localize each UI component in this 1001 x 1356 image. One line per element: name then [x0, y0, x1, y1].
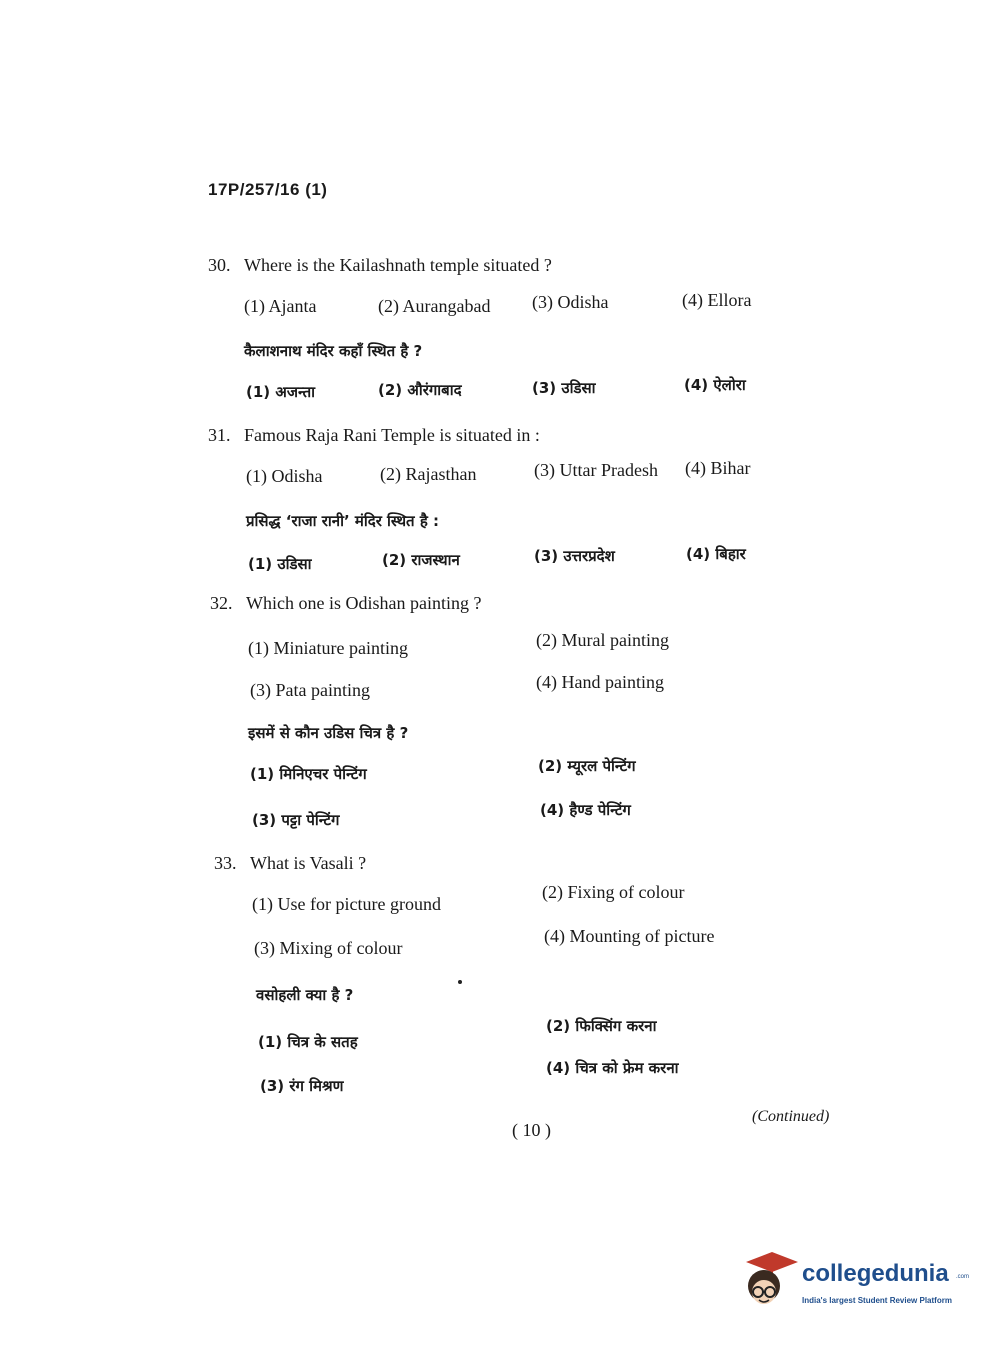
logo-wordmark: collegedunia — [802, 1260, 949, 1287]
option-en: (2) Fixing of colour — [542, 882, 685, 902]
question-33 — [214, 852, 366, 874]
option-hi: (2) म्यूरल पेन्टिंग — [538, 757, 636, 775]
question-31 — [208, 424, 540, 446]
option-en: (1) Odisha — [246, 466, 323, 486]
question-number: 30. — [208, 255, 231, 275]
option-en: (1) Ajanta — [244, 296, 317, 316]
question-text-en: Where is the Kailashnath temple situated ? — [244, 255, 552, 275]
option-hi: (1) मिनिएचर पेन्टिंग — [250, 765, 367, 783]
option-hi: (4) हैण्ड पेन्टिंग — [540, 801, 631, 819]
option-en: (4) Bihar — [685, 458, 751, 478]
question-30 — [208, 254, 552, 276]
question-text-hi: कैलाशनाथ मंदिर कहाँ स्थित है ? — [244, 342, 423, 360]
question-text-hi: इसमें से कौन उडिस चित्र है ? — [248, 724, 409, 742]
option-en: (3) Mixing of colour — [254, 938, 403, 958]
option-hi: (1) चित्र के सतह — [258, 1033, 358, 1051]
question-32 — [210, 592, 481, 614]
question-number: 32. — [210, 593, 233, 613]
option-en: (1) Miniature painting — [248, 638, 408, 658]
page-number: ( 10 ) — [512, 1120, 551, 1140]
question-text-hi: वसोहली क्या है ? — [256, 986, 354, 1004]
option-hi: (4) बिहार — [686, 545, 746, 563]
option-hi: (3) उत्तरप्रदेश — [534, 547, 615, 565]
question-text-hi: प्रसिद्ध ‘राजा रानी’ मंदिर स्थित है : — [246, 512, 440, 530]
question-text-en: What is Vasali ? — [250, 853, 367, 873]
option-hi: (1) उडिसा — [248, 555, 312, 573]
option-en: (2) Aurangabad — [378, 296, 491, 316]
option-en: (4) Mounting of picture — [544, 926, 715, 946]
continued-label: (Continued) — [752, 1108, 830, 1125]
option-en: (1) Use for picture ground — [252, 894, 441, 914]
logo-tagline: India's largest Student Review Platform — [802, 1296, 952, 1305]
option-hi: (4) चित्र को फ्रेम करना — [546, 1059, 679, 1077]
option-hi: (3) उडिसा — [532, 379, 596, 397]
option-en: (2) Mural painting — [536, 630, 669, 650]
option-en: (3) Uttar Pradesh — [534, 460, 658, 480]
option-en: (3) Pata painting — [250, 680, 370, 700]
option-en: (2) Rajasthan — [380, 464, 477, 484]
option-en: (4) Hand painting — [536, 672, 664, 692]
collegedunia-logo — [742, 1250, 970, 1320]
option-hi: (3) पट्टा पेन्टिंग — [252, 811, 340, 829]
question-text-en: Which one is Odishan painting ? — [246, 593, 482, 613]
option-en: (4) Ellora — [682, 290, 752, 310]
option-en: (3) Odisha — [532, 292, 609, 312]
option-hi: (1) अजन्ता — [246, 383, 316, 401]
option-hi: (2) फिक्सिंग करना — [546, 1017, 657, 1035]
option-hi: (2) औरंगाबाद — [378, 381, 462, 399]
paper-code: 17P/257/16 (1) — [208, 180, 328, 199]
mascot-icon — [742, 1250, 800, 1320]
question-text-en: Famous Raja Rani Temple is situated in : — [244, 425, 540, 445]
question-number: 33. — [214, 853, 237, 873]
option-hi: (3) रंग मिश्रण — [260, 1077, 344, 1095]
option-hi: (2) राजस्थान — [382, 551, 460, 569]
stray-mark — [458, 980, 462, 984]
option-hi: (4) ऐलोरा — [684, 376, 746, 394]
logo-suffix: .com — [956, 1274, 970, 1280]
question-number: 31. — [208, 425, 231, 445]
